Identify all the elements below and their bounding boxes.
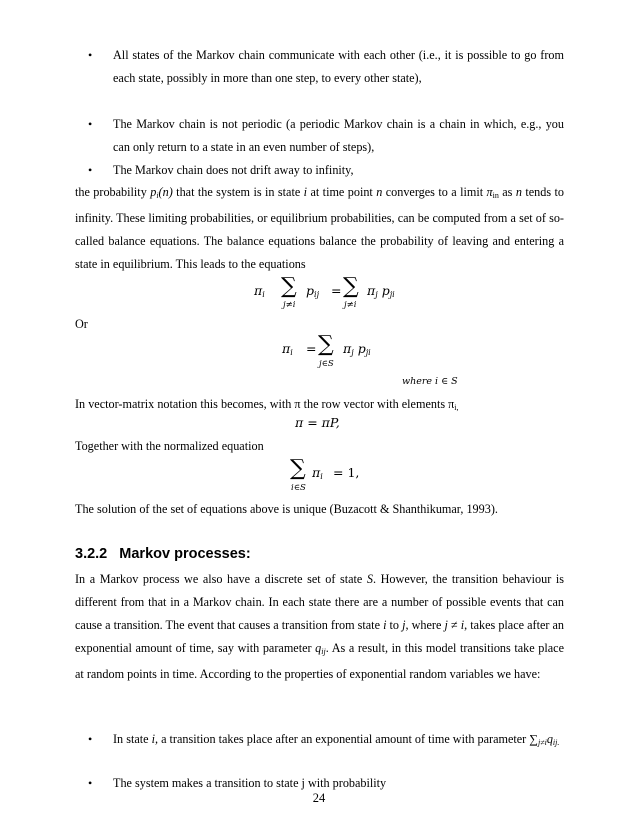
bullet-text: The system makes a transition to state j with probability <box>113 776 387 790</box>
process-paragraph: In a Markov process we also have a discrete set of state S. However, the transition behaviour is different from that in a Markov chain. In each state there are a number of possible events that can cause a transition. The event that causes a transition from state i to j, where j ≠ i, takes place after an exponential amount of time, say with parameter $q_{ij}$. As a result, in this model transitions take place at random points in time. According to the properties of exponential random variables we have: <box>75 572 565 681</box>
document-page: • All states of the Markov chain communicate with each other (i.e., it is possible to go from each state, possibly in more than one step, to every other state), • The Markov chain is not periodic (a periodic Markov chain is a chain in which, e.g., you can only return to a state in an even number of steps), • The Markov chain does not drift away to infinity, the probability $p_i(n)$ that the system is in state i at time point n converges to a limit $\pi_{in}$ as n tends to infinity. These limiting probabilities, or equilibrium probabilities, can be computed from a set of so-called balance equations. The balance equations balance the probability of leaving and entering a state in equilibrium. This leads to the equations $\pi_i$ ∑ j≠i $p_{ij}$ = ∑ j≠i $\pi_j$ $p_{ji}$ Or $\pi_i$ = ∑ j∈S $\pi_j$ $p_{ji}$ where i ∈ S In vector-matrix notation this becomes, with π the row vector with elements $\pi_{i,}$ π = πP, Together with the normalized equation ∑ i∈S $\pi_i$ = 1, The solution of the set of equations above is unique (Buzacott & Shanthikumar, 1993). 3.2.2 Markov processes: In a Markov process we also have a discrete set of state S. However, the transition behaviour is different from that in a Markov chain. In each state there are a number of possible events that can cause a transition. The event that causes a transition from state i to j, where j ≠ i, takes place after an exponential amount of time, say with parameter $q_{ij}$. As a result, in this model transitions take place at random points in time. According to the properties of exponential random variables we have: • In state i, a transition takes place after an exponential amount of time with parameter $\sum_{j\ne i}q_{ij.}$ • The system makes a transition to state j with probability 24 <box>0 0 638 826</box>
bullet-icon: • <box>88 776 93 790</box>
limit-paragraph: the probability $p_i(n)$ that the system is in state i at time point n converges to a limit $\pi_{in}$ as n tends to infinity. These limiting probabilities, or equilibrium probabilities, can be computed from a set of so-called balance equations. The balance equations balance the probability of leaving and entering a state in equilibrium. This leads to the equations <box>75 185 564 271</box>
together-text: Together with the normalized equation <box>75 439 264 453</box>
summation-icon: ∑ <box>281 274 297 299</box>
summation-icon: ∑ <box>343 274 359 299</box>
section-title: Markov processes: <box>119 546 251 562</box>
bullet-item <box>75 159 564 182</box>
bullet-icon: • <box>88 48 93 62</box>
bullet-item <box>75 44 564 90</box>
bullet-icon: • <box>88 163 93 177</box>
section-number: 3.2.2 <box>75 546 108 562</box>
bullet-item <box>75 113 564 159</box>
bullet-text: The Markov chain does not drift away to infinity, <box>113 163 354 177</box>
section-heading <box>75 546 251 562</box>
vector-notation-text: In vector-matrix notation this becomes, with π the row vector with elements $\pi_{i,}$ <box>75 397 459 412</box>
bullet-text: All states of the Markov chain communicate with each other (i.e., it is possible to go from each state, possibly in more than one step, to every other state), <box>113 48 564 85</box>
bullet-text: In state i, a transition takes place after an exponential amount of time with parameter $\sum_{j\ne i}q_{ij.}$ <box>113 732 560 747</box>
solution-text: The solution of the set of equations above is unique (Buzacott & Shanthikumar, 1993). <box>75 502 498 516</box>
bullet-text: The Markov chain is not periodic (a periodic Markov chain is a chain in which, e.g., you can only return to a state in an even number of steps), <box>113 117 564 154</box>
vector-equation: π = πP, <box>295 415 340 430</box>
bullet-item <box>75 728 564 774</box>
or-label: Or <box>75 317 88 331</box>
bullet-icon: • <box>88 117 93 131</box>
page-number: 24 <box>312 791 326 805</box>
where-note: where i ∈ S <box>402 376 458 387</box>
summation-icon: ∑ <box>318 332 334 357</box>
summation-icon: ∑ <box>290 456 306 481</box>
bullet-icon: • <box>88 732 93 746</box>
